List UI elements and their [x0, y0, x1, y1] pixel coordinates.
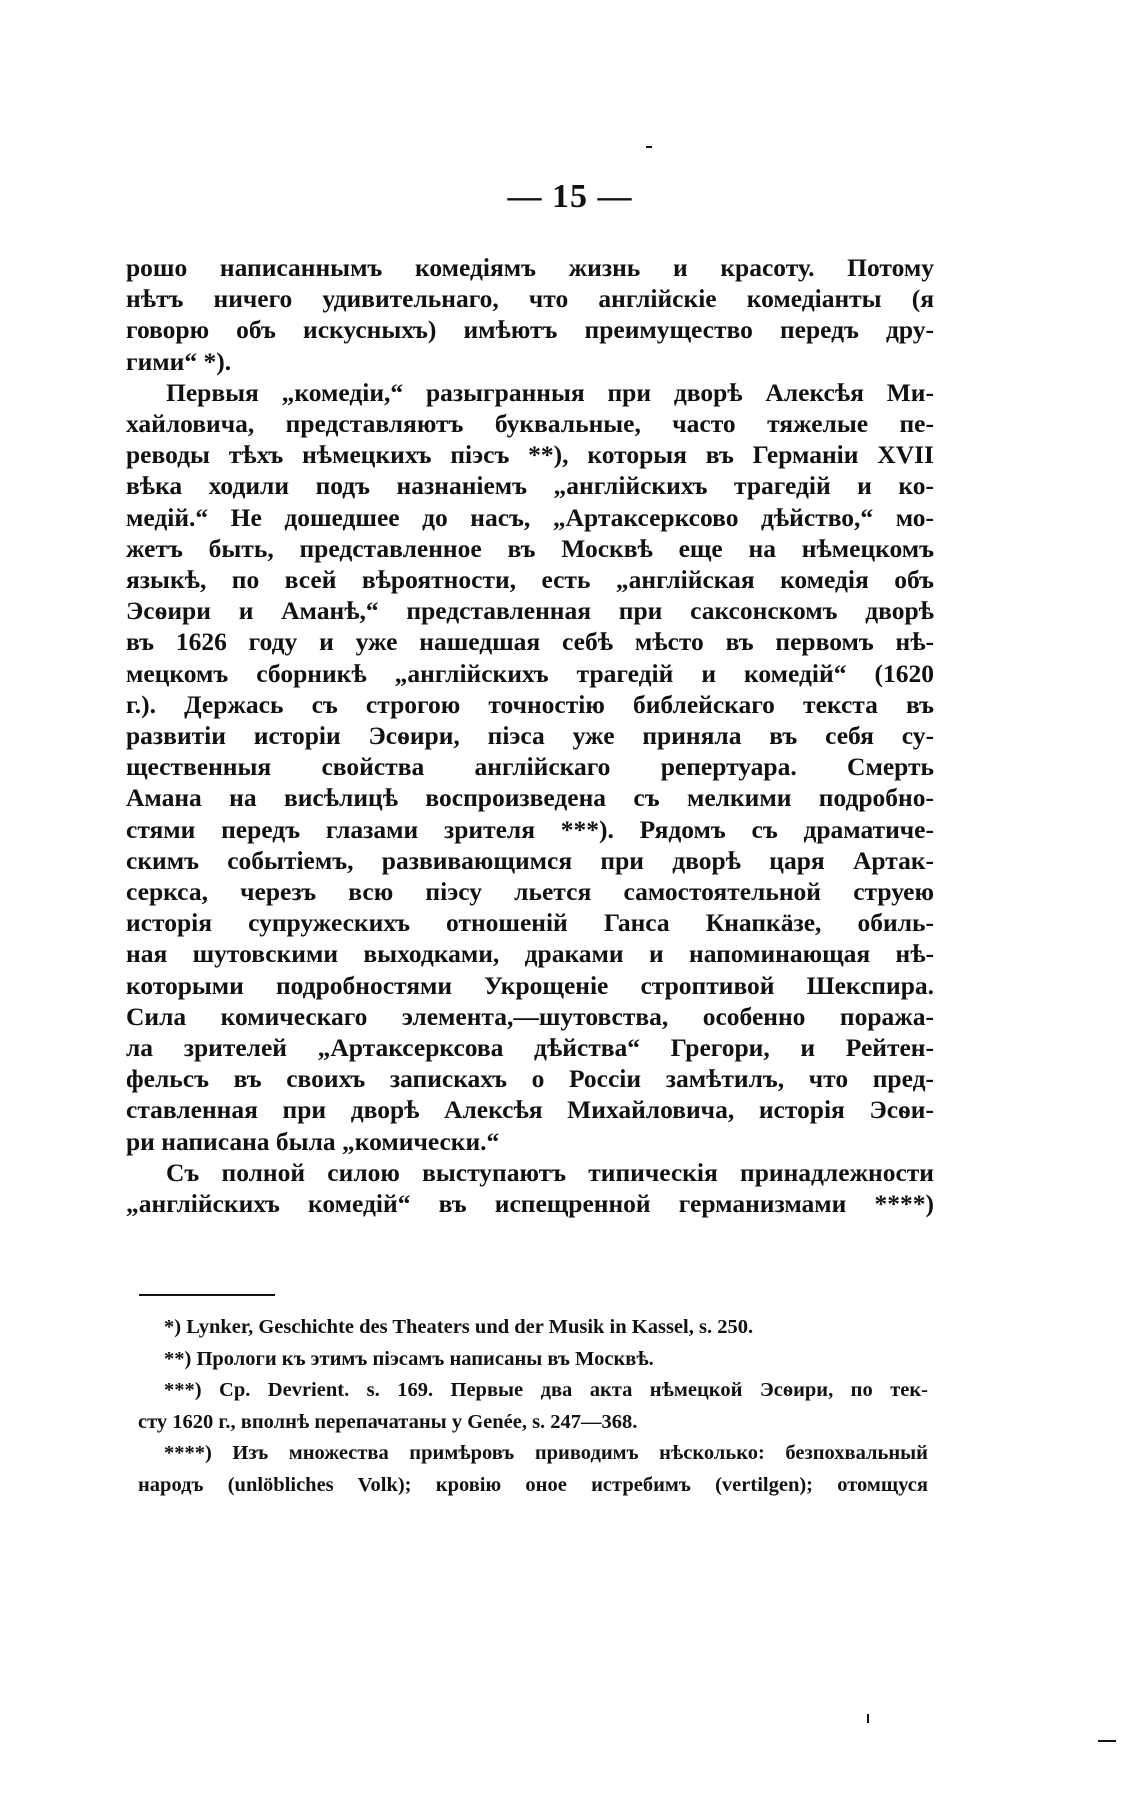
text-line: реводы тѣхъ нѣмецкихъ піэсъ **), которыя въ Германіи XVII	[126, 440, 934, 470]
text-line: рошо написаннымъ комедіямъ жизнь и красоту. Потому	[126, 253, 934, 282]
text-line: ла зрителей „Артаксерксова дѣйства“ Грегори, и Рейтен-	[126, 1033, 934, 1063]
text-line: фельсъ въ своихъ запискахъ о Россіи замѣтилъ, что пред-	[126, 1064, 934, 1094]
text-line: жетъ быть, представленное въ Москвѣ еще на нѣмецкомъ	[126, 533, 934, 563]
text-line: щественныя свойства англійскаго репертуара. Смерть	[126, 752, 934, 782]
footnote-line: *) Lynker, Geschichte des Theaters und der Musik in Kassel, s. 250.	[164, 1316, 754, 1338]
text-line: ставленная при дворѣ Алексѣя Михайловича, исторія Эсѳи-	[126, 1095, 934, 1125]
text-line: вѣка ходили подъ назнаніемъ „англійскихъ трагедій и ко-	[126, 471, 934, 501]
footnote-line: народъ (unlöbliches Volk); кровію оное истребимъ (vertilgen); отомщуся	[138, 1473, 928, 1496]
text-line: въ 1626 году и уже нашедшая себѣ мѣсто въ первомъ нѣ-	[126, 627, 934, 657]
text-line: скимъ событіемъ, развивающимся при дворѣ царя Артак-	[126, 845, 934, 875]
text-line: гими“ *).	[126, 346, 232, 376]
text-line: г.). Держась съ строгою точностію библейскаго текста въ	[126, 689, 934, 719]
text-line: стями передъ глазами зрителя ***). Рядомъ съ драматиче-	[126, 814, 934, 844]
text-line: ри написана была „комически.“	[126, 1126, 500, 1156]
main-text	[126, 252, 934, 1219]
text-line: „англійскихъ комедій“ въ испещренной германизмами ****)	[126, 1189, 934, 1219]
page-number: — 15 —	[507, 178, 633, 215]
footnote-line: **) Прологи къ этимъ піэсамъ написаны въ Москвѣ.	[164, 1347, 654, 1370]
footnote-line: ***) Ср. Devrient. s. 169. Первые два акта нѣмецкой Эсѳири, по тек-	[164, 1379, 928, 1401]
text-line: Эсѳири и Аманѣ,“ представленная при саксонскомъ дворѣ	[126, 596, 934, 626]
footnote-line: ****) Изъ множества примѣровъ приводимъ нѣсколько: безпохвальный	[164, 1442, 928, 1464]
text-line: которыми подробностями Укрощеніе строптивой Шекспира.	[126, 970, 934, 1000]
text-line: исторія супружескихъ отношеній Ганса Кнапкäзе, обиль-	[126, 908, 934, 938]
text-line: медій.“ Не дошедшее до насъ, „Артаксерксово дѣйство,“ мо-	[126, 502, 934, 532]
footnotes	[138, 1312, 928, 1501]
text-line: Амана на висѣлицѣ воспроизведена съ мелкими подробно-	[126, 783, 934, 813]
text-line: Съ полной силою выступаютъ типическія принадлежности	[166, 1157, 934, 1187]
footnote-line: сту 1620 г., вполнѣ перепачатаны у Genée, s. 247—368.	[138, 1410, 638, 1433]
text-line: мецкомъ сборникѣ „англійскихъ трагедій и комедій“ (1620	[126, 658, 934, 688]
footnote-rule	[139, 1294, 275, 1296]
text-line: серкса, черезъ всю піэсу льется самостоятельной струею	[126, 877, 934, 907]
text-line: развитіи исторіи Эсѳири, піэса уже приняла въ себя су-	[126, 721, 934, 751]
text-line: нѣтъ ничего удивительнаго, что англійскіе комедіанты (я	[126, 284, 934, 314]
text-line: Первыя „комедіи,“ разыгранныя при дворѣ Алексѣя Ми-	[166, 377, 934, 407]
text-line: ная шутовскими выходками, драками и напоминающая нѣ-	[126, 939, 934, 969]
text-line: языкѣ, по всей вѣроятности, есть „англійская комедія объ	[126, 565, 934, 595]
text-line: хайловича, представляютъ буквальные, часто тяжелые пе-	[126, 409, 934, 439]
text-line: Сила комическаго элемента,—шутовства, особенно поража-	[126, 1001, 934, 1031]
text-line: говорю объ искусныхъ) имѣютъ преимущество передъ дру-	[126, 315, 934, 345]
